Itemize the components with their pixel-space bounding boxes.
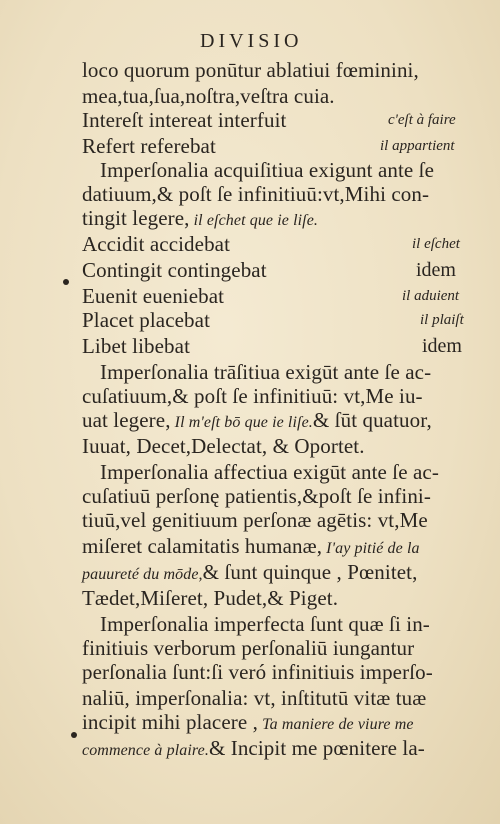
latin-text: incipit mihi placere , [82, 710, 258, 734]
latin-text: naliū, imperſonalia: vt, inſtitutū vitæ tuæ [82, 686, 427, 710]
margin-gloss: c'eſt à faire [388, 112, 456, 128]
latin-text: loco quorum ponūtur ablatiui fœminini, [82, 58, 419, 82]
latin-text: Tædet,Miſeret, Pudet,& Piget. [82, 586, 339, 610]
latin-text: & Incipit me pœnitere la- [208, 736, 425, 760]
text-line [82, 108, 286, 132]
french-gloss: Ta maniere de viure me [257, 716, 414, 733]
text-line [82, 484, 431, 508]
text-line [82, 284, 224, 308]
margin-gloss: il aduient [402, 288, 460, 304]
text-line [82, 182, 429, 206]
french-gloss: commence à plaire. [82, 742, 209, 759]
latin-text: Imperſonalia trāſitiua exigūt ante ſe ac- [100, 360, 432, 384]
latin-text: Imperſonalia imperfecta ſunt quæ ſi in- [100, 612, 430, 636]
text-line [82, 560, 417, 587]
running-head: DIVISIO [200, 30, 303, 52]
french-gloss: Il m'eſt bō que ie liſe. [170, 414, 313, 431]
latin-text: & ſūt quatuor, [312, 408, 432, 432]
text-line [100, 360, 431, 384]
text-line [82, 258, 267, 282]
latin-text: uat legere, [82, 408, 171, 432]
text-line [82, 308, 210, 332]
margin-mark [63, 279, 69, 285]
margin-mark [71, 732, 77, 738]
margin-gloss: il appartient [380, 138, 455, 154]
latin-text: cuſatiuū perſonę patientis,&poſt ſe infini- [82, 484, 431, 508]
french-gloss: I'ay pitié de la [322, 540, 420, 557]
margin-gloss: il plaiſt [420, 312, 464, 328]
text-line [100, 460, 439, 484]
latin-text: Iuuat, Decet,Delectat, & Oportet. [82, 434, 365, 458]
margin-gloss: idem [416, 259, 456, 281]
margin-gloss: il eſchet [412, 236, 460, 252]
text-line [82, 434, 365, 458]
latin-text: perſonalia ſunt:ſi veró infinitiuis imperſo- [82, 660, 433, 684]
latin-text: finitiuis verborum perſonaliū iungantur [82, 636, 415, 660]
text-line [82, 586, 338, 610]
latin-text: datiuum,& poſt ſe infinitiuū:vt,Mihi con- [82, 182, 430, 206]
text-line [82, 636, 414, 660]
text-line [82, 660, 433, 684]
latin-text: & ſunt quinque , Pœnitet, [202, 560, 418, 584]
text-line [100, 158, 434, 182]
margin-gloss: idem [422, 335, 462, 357]
text-line [82, 84, 335, 108]
latin-text: Placet placebat [82, 308, 211, 332]
text-line [82, 232, 230, 256]
text-line [82, 408, 432, 435]
text-line [82, 710, 414, 737]
text-line [82, 334, 190, 358]
latin-text: cuſatiuum,& poſt ſe infinitiuū: vt,Me iu- [82, 384, 423, 408]
latin-text: Refert referebat [82, 134, 216, 158]
latin-text: Accidit accidebat [82, 232, 231, 256]
text-line [82, 206, 318, 233]
latin-text: Imperſonalia acquiſitiua exigunt ante ſe [100, 158, 435, 182]
latin-text: Euenit eueniebat [82, 284, 225, 308]
french-gloss: pauureté du mōde, [82, 566, 203, 583]
latin-text: Contingit contingebat [82, 258, 267, 282]
latin-text: mea,tua,ſua,noſtra,veſtra cuia. [82, 84, 335, 108]
latin-text: tiuū,vel genitiuum perſonæ agētis: vt,Me [82, 508, 428, 532]
text-line [82, 134, 216, 158]
latin-text: miſeret calamitatis humanæ, [82, 534, 323, 558]
french-gloss: il eſchet que ie liſe. [189, 212, 319, 229]
text-line [82, 736, 425, 763]
latin-text: Imperſonalia affectiua exigūt ante ſe ac- [100, 460, 439, 484]
text-line [100, 612, 430, 636]
text-line [82, 534, 420, 561]
latin-text: Libet libebat [82, 334, 191, 358]
text-line [82, 58, 419, 82]
text-line [82, 384, 423, 408]
text-line [82, 686, 426, 710]
text-line [82, 508, 428, 532]
latin-text: tingit legere, [82, 206, 190, 230]
latin-text: Intereſt intereat interfuit [82, 108, 287, 132]
